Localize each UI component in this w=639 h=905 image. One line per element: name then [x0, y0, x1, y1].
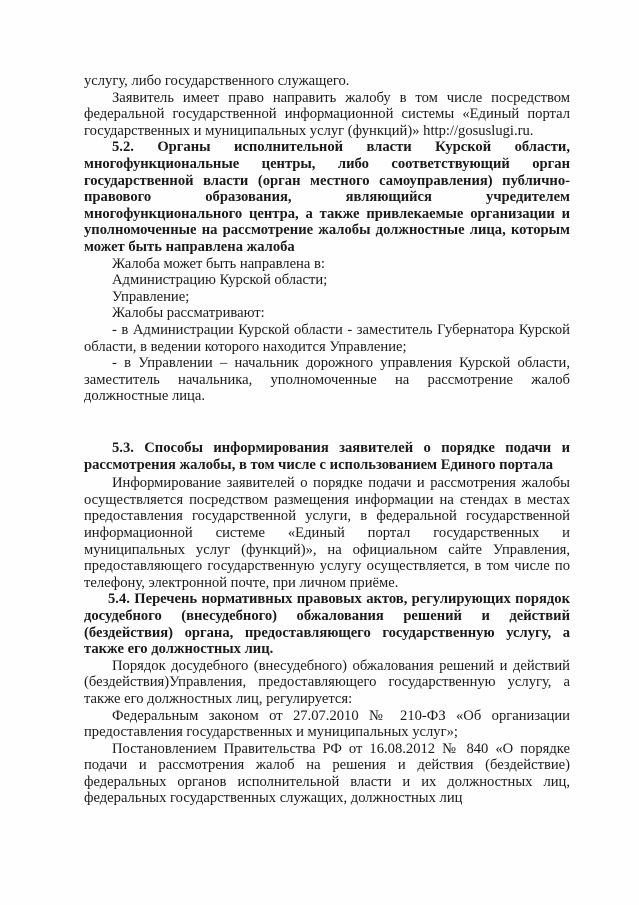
- text-block-bottom: [84, 440, 570, 807]
- paragraph-appeal-procedure: Порядок досудебного (внесудебного) обжалования решений и действий (бездействия)Управления, предоставляющего государственную услугу, а также его должностных лиц, регулируется:: [84, 657, 570, 707]
- paragraph-federal-law: Федеральным законом от 27.07.2010 № 210-ФЗ «Об организации предоставления государственных и муниципальных услуг»;: [84, 707, 570, 741]
- list-item-department: Управление;: [112, 288, 190, 305]
- heading-section-5-2: 5.2. Органы исполнительной власти Курской области, многофункциональные центры, либо соответствующий орган государственной власти (орган местного самоуправления) публично-правового образования, являющийся учредителем многофункционального центра, а также привлекаемые организации и уполномоченные на рассмотрение жалобы должностные лица, которым может быть направлена жалоба: [84, 139, 570, 255]
- list-item-reviewer-department: - в Управлении – начальник дорожного управления Курской области, заместитель начальника, уполномоченные на рассмотрение жалоб должностные лица.: [84, 355, 570, 405]
- paragraph-complaint-right: Заявитель имеет право направить жалобу в том числе посредством федеральной государственной информационной системы «Единый портал государственных и муниципальных услуг (функций)» http://gosuslugi.ru.: [84, 89, 570, 139]
- paragraph-reviewers: Жалобы рассматривают:: [112, 305, 265, 322]
- list-item-administration: Администрацию Курской области;: [112, 272, 328, 289]
- heading-section-5-4: 5.4. Перечень нормативных правовых актов, регулирующих порядок досудебного (внесудебного) обжалования решений и действий (бездействия) органа, предоставляющего государственную услугу, а также его должностных лиц.: [84, 591, 570, 658]
- paragraph-complaint-sent-to: Жалоба может быть направлена в:: [112, 255, 325, 272]
- paragraph-informing: Информирование заявителей о порядке подачи и рассмотрения жалобы осуществляется посредством размещения информации на стендах в местах предоставления государственной услуги, в федеральной государственной информационной системе «Единый портал государственных и муниципальных услуг (функций)», на официальном сайте Управления, предоставляющего государственную услугу осуществляется, в том числе по телефону, электронной почте, при личном приёме.: [84, 475, 570, 591]
- text-block-top: [84, 73, 570, 405]
- paragraph-continuation: услугу, либо государственного служащего.: [84, 73, 350, 89]
- heading-section-5-3: 5.3. Способы информирования заявителей о порядке подачи и рассмотрения жалобы, в том числе с использованием Единого портала: [84, 440, 570, 473]
- paragraph-government-decree: Постановлением Правительства РФ от 16.08.2012 № 840 «О порядке подачи и рассмотрения жалоб на решения и действия (бездействие) федеральных органов исполнительной власти и их должностных лиц, федеральных государственных служащих, должностных лиц: [84, 740, 570, 807]
- list-item-reviewer-administration: - в Администрации Курской области - заместитель Губернатора Курской области, в ведении которого находится Управление;: [84, 321, 570, 355]
